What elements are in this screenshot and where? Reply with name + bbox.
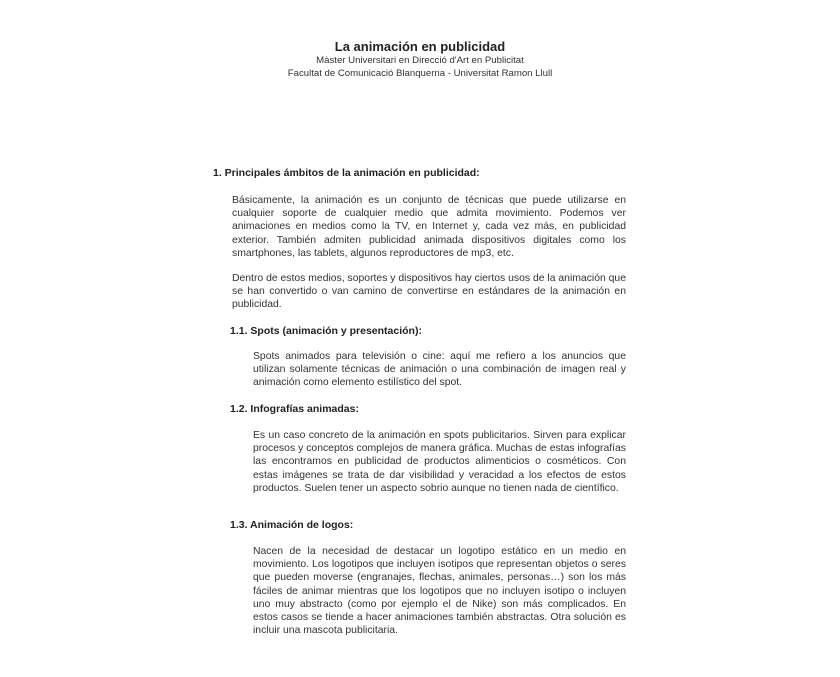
document-header [200,38,640,80]
subsection-text-logos: Nacen de la necesidad de destacar un logotipo estático en un medio en movimiento. Los logotipos que incluyen isotipos que representan objetos o seres que pueden moverse (engranajes, flechas, animales, personas…) son los más fáciles de animar mientras que los logotipos que no incluyen isotipo o incluyen uno muy abstracto (como por ejemplo el de Nike) son más complicados. En estos casos se tiende a hacer animaciones también abstractas. Otra solución es incluir una mascota publicitaria. [253,546,626,637]
media-paragraph: Dentro de estos medios, soportes y dispositivos hay ciertos usos de la animación que se han convertido o van camino de convertirse en estándares de la animación en publicidad. [232,273,626,311]
document-subtitle-faculty: Facultat de Comunicació Blanquerna - Universitat Ramon Llull [287,67,553,79]
subsection-text-infographics: Es un caso concreto de la animación en spots publicitarios. Sirven para explicar procesos y conceptos complejos de manera gráfica. Muchas de estas infografías las encontramos en publicidad de productos alimenticios o cosméticos. Con estas imágenes se trata de dar visibilidad y veracidad a los efectos de estos productos. Suelen tener un aspecto sobrio aunque no tienen nada de científico. [253,430,626,494]
document-title: La animación en publicidad [334,39,506,54]
subsection-heading-spots: 1.1. Spots (animación y presentación): [230,325,422,337]
subsection-text-spots: Spots animados para televisión o cine: aquí me refiero a los anuncios que utilizan solamente técnicas de animación o una combinación de imagen real y animación como elemento estilístico del spot. [253,351,626,389]
subsection-heading-logos: 1.3. Animación de logos: [230,519,354,531]
subsection-heading-infographics: 1.2. Infografías animadas: [230,403,359,415]
intro-paragraph: Básicamente, la animación es un conjunto de técnicas que puede utilizarse en cualquier soporte de cualquier medio que admita movimiento. Podemos ver animaciones en medios como la TV, en Internet y, cada vez más, en publicidad exterior. También admiten publicidad animada dispositivos digitales como los smartphones, las tablets, algunos reproductores de mp3, etc. [232,195,626,259]
section-heading: 1. Principales ámbitos de la animación en publicidad: [213,167,480,179]
document-subtitle-program: Màster Universitari en Direcció d'Art en Publicitat [316,55,524,66]
